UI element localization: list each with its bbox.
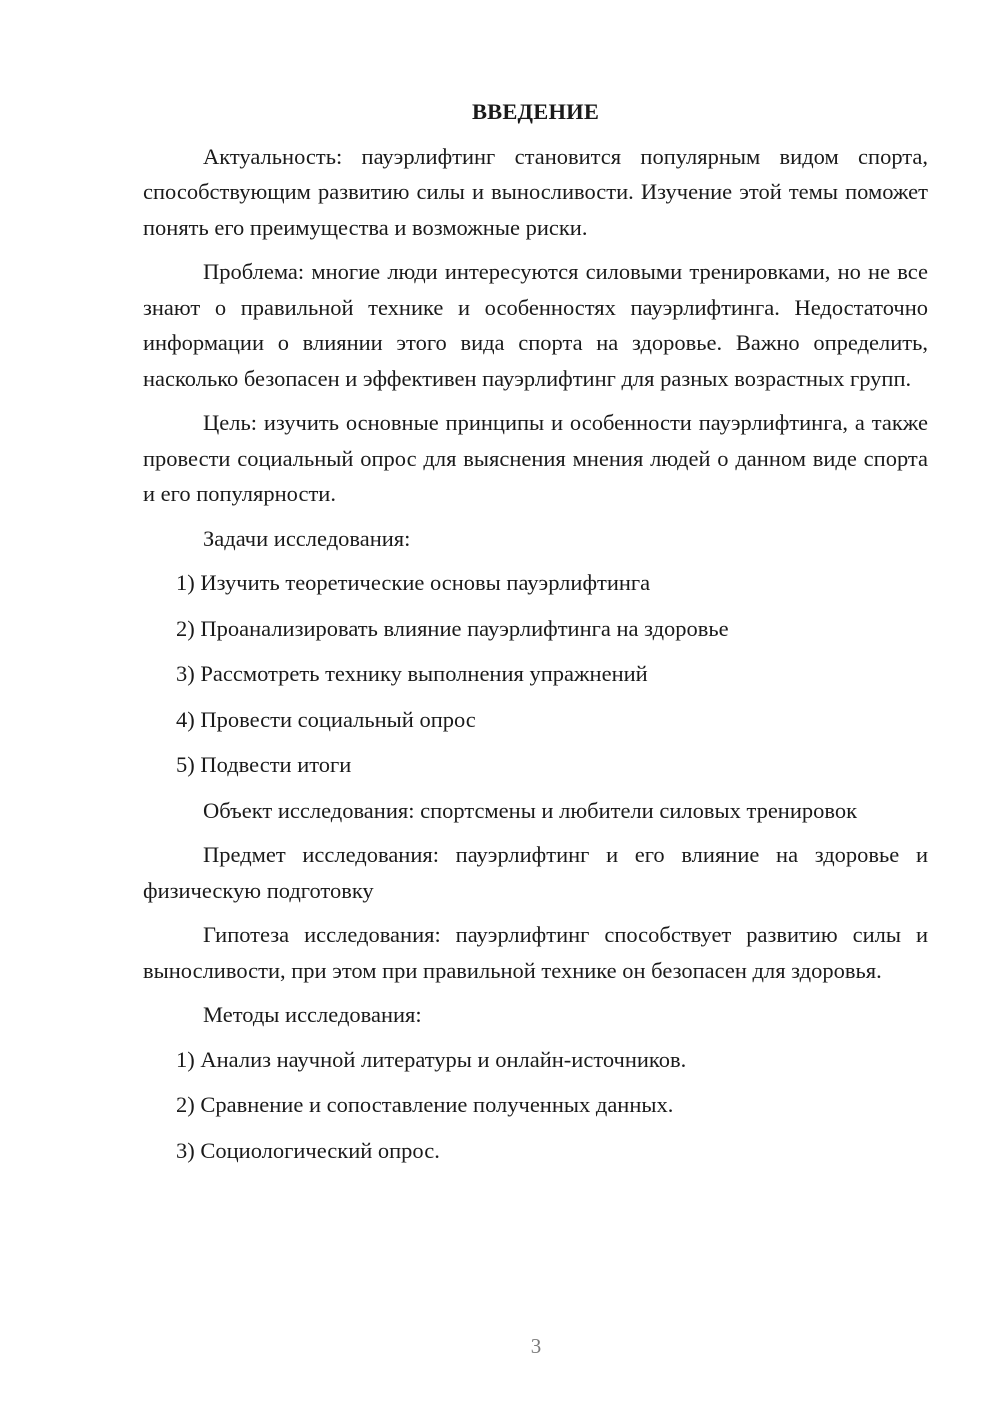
task-item-4: 4) Провести социальный опрос <box>176 706 476 732</box>
section-title: ВВЕДЕНИЕ <box>471 99 600 124</box>
method-item-3: 3) Социологический опрос. <box>176 1137 440 1163</box>
document-body <box>143 94 928 1178</box>
methods-list <box>143 1042 928 1169</box>
method-item-2: 2) Сравнение и сопоставление полученных данных. <box>176 1092 674 1117</box>
subject-paragraph: Предмет исследования: пауэрлифтинг и его влияние на здоровье и физическую подготовку <box>143 842 928 903</box>
goal-paragraph: Цель: изучить основные принципы и особенности пауэрлифтинга, а также провести социальный опрос для выяснения мнения людей о данном виде спорта и его популярности. <box>143 410 928 506</box>
problem-paragraph: Проблема: многие люди интересуются силовыми тренировками, но не все знают о правильной технике и особенностях пауэрлифтинга. Недостаточно информации о влиянии этого вида спорта на здоровье. Важно определить, насколько безопасен и эффективен пауэрлифтинг для разных возрастных групп. <box>143 259 928 391</box>
task-item-1: 1) Изучить теоретические основы пауэрлифтинга <box>176 570 651 595</box>
tasks-heading: Задачи исследования: <box>203 525 411 551</box>
task-item-2: 2) Проанализировать влияние пауэрлифтинга на здоровье <box>176 615 729 641</box>
hypothesis-paragraph: Гипотеза исследования: пауэрлифтинг способствует развитию силы и выносливости, при этом при правильной технике он безопасен для здоровья. <box>143 922 928 983</box>
relevance-paragraph: Актуальность: пауэрлифтинг становится популярным видом спорта, способствующим развитию силы и выносливости. Изучение этой темы поможет понять его преимущества и возможные риски. <box>143 143 928 240</box>
method-item-1: 1) Анализ научной литературы и онлайн-источников. <box>176 1046 687 1072</box>
task-item-3: 3) Рассмотреть технику выполнения упражнений <box>176 661 648 686</box>
methods-heading: Методы исследования: <box>203 1002 422 1027</box>
task-item-5: 5) Подвести итоги <box>176 752 352 777</box>
page-number: 3 <box>530 1334 542 1358</box>
object-paragraph: Объект исследования: спортсмены и любители силовых тренировок <box>203 797 858 823</box>
tasks-list <box>143 565 928 783</box>
